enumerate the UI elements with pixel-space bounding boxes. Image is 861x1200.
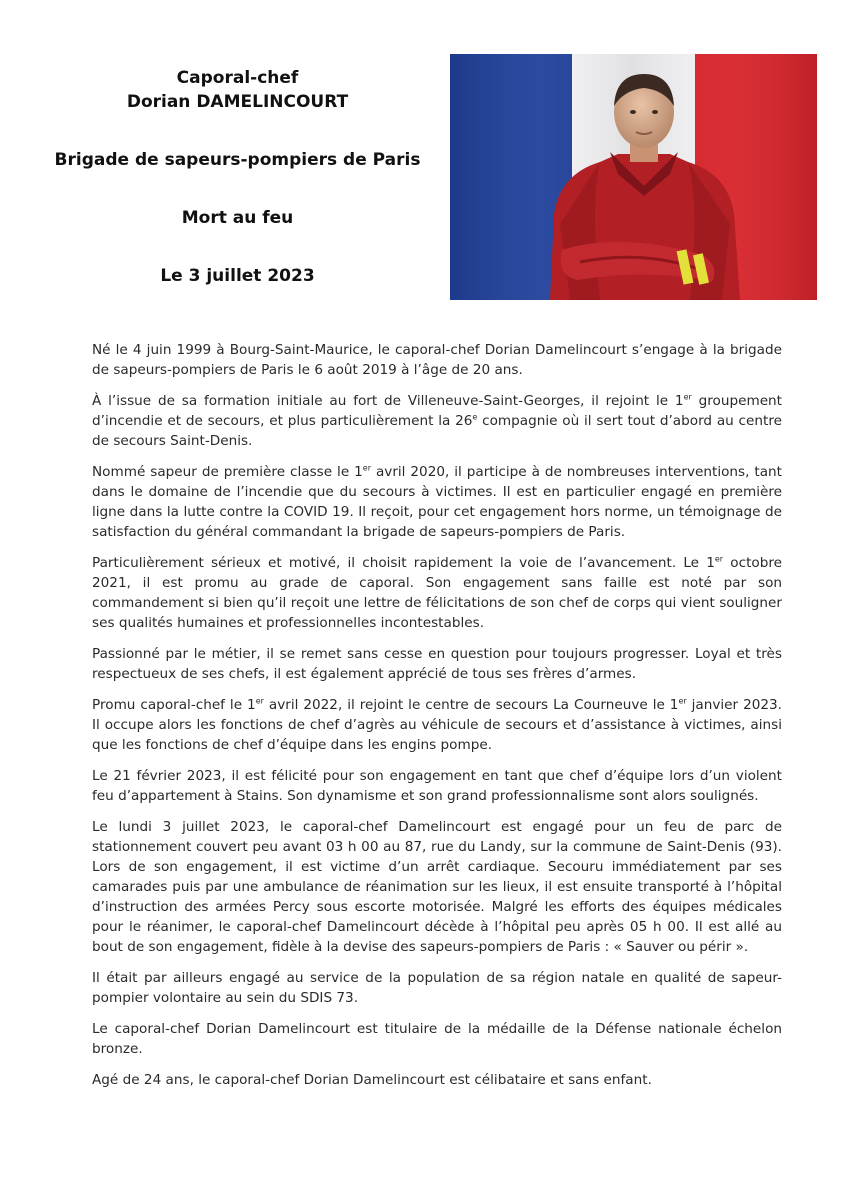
text-span: Il était par ailleurs engagé au service de la population de sa région natale en qualité de sapeur-pompier volontaire au sein du SDIS 73. — [92, 970, 782, 1006]
ordinal-superscript: er — [683, 392, 692, 402]
text-span: Le lundi 3 juillet 2023, le caporal-chef Damelincourt est engagé pour un feu de parc de stationnement couvert peu avant 03 h 00 au 87, rue du Landy, sur la commune de Saint-Denis (93). Lors de son engagement, il est victime d’un arrêt cardiaque. Secouru immédiatement par ses camarades puis par une ambulance de réanimation sur les lieux, il est ensuite transporté à l’hôpital d’instruction des armées Percy sous escorte motorisée. Malgré les efforts des équipes médicales pour le réanimer, le caporal-chef Damelincourt décède à l’hôpital peu après 05 h 00. Il est allé au bout de son engagement, fidèle à la devise des sapeurs-pompiers de Paris : « Sauver ou périr ». — [92, 819, 782, 955]
organization-title: Brigade de sapeurs-pompiers de Paris — [54, 150, 421, 170]
paragraph — [92, 462, 782, 542]
text-span: À l’issue de sa formation initiale au fort de Villeneuve-Saint-Georges, il rejoint le 1 — [92, 393, 684, 409]
portrait-illustration — [450, 54, 817, 300]
text-span: Agé de 24 ans, le caporal-chef Dorian Damelincourt est célibataire et sans enfant. — [92, 1072, 652, 1088]
portrait-photo — [450, 54, 817, 300]
title-block — [40, 66, 435, 288]
biography-text — [92, 340, 782, 1101]
paragraph — [92, 766, 782, 806]
ordinal-superscript: e — [472, 412, 478, 422]
ordinal-superscript: er — [678, 696, 687, 706]
text-span: Le caporal-chef Dorian Damelincourt est titulaire de la médaille de la Défense nationale échelon bronze. — [92, 1021, 782, 1057]
subtitle: Mort au feu — [181, 208, 294, 228]
text-span: Promu caporal-chef le 1 — [92, 697, 256, 713]
paragraph — [92, 968, 782, 1008]
paragraph — [92, 695, 782, 755]
paragraph — [92, 391, 782, 451]
text-span: avril 2020, il participe à de nombreuses interventions, tant dans le domaine de l’incendie que du secours à victimes. Il est en particulier engagé en première ligne dans la lutte contre la COVID 19. Il reçoit, pour cet engagement hors norme, un témoignage de satisfaction du général commandant la brigade de sapeurs-pompiers de Paris. — [92, 464, 782, 540]
text-span: Nommé sapeur de première classe le 1 — [92, 464, 363, 480]
text-span: groupement d’incendie et de secours, et plus particulièrement la 26 — [92, 393, 783, 429]
paragraph — [92, 1070, 782, 1090]
paragraph — [92, 340, 782, 380]
paragraph — [92, 553, 782, 633]
paragraph — [92, 644, 782, 684]
paragraph — [92, 1019, 782, 1059]
ordinal-superscript: er — [362, 463, 371, 473]
text-span: Passionné par le métier, il se remet sans cesse en question pour toujours progresser. Loyal et très respectueux de ses chefs, il est également apprécié de tous ses frères d’armes. — [92, 646, 782, 682]
text-span: janvier 2023. Il occupe alors les fonctions de chef d’agrès au véhicule de secours et d’assistance à victimes, ainsi que les fonctions de chef d’équipe dans les engins pompe. — [92, 697, 783, 753]
text-span: Né le 4 juin 1999 à Bourg-Saint-Maurice, le caporal-chef Dorian Damelincourt s’engage à la brigade de sapeurs-pompiers de Paris le 6 août 2019 à l’âge de 20 ans. — [92, 342, 782, 378]
paragraph — [92, 817, 782, 957]
ordinal-superscript: er — [714, 554, 724, 564]
text-span: Le 21 février 2023, il est félicité pour son engagement en tant que chef d’équipe lors d’un violent feu d’appartement à Stains. Son dynamisme et son grand professionnalisme sont alors soulignés. — [92, 768, 782, 804]
page-header — [0, 0, 861, 310]
text-span: Particulièrement sérieux et motivé, il choisit rapidement la voie de l’avancement. Le 1 — [92, 555, 715, 571]
text-span: compagnie où il sert tout d’abord au centre de secours Saint-Denis. — [92, 413, 782, 449]
full-name-title: Dorian DAMELINCOURT — [126, 92, 349, 112]
text-span: octobre 2021, il est promu au grade de caporal. Son engagement sans faille est noté par son commandement si bien qu’il reçoit une lettre de félicitations de son chef de corps qui vient souligner ses qualités humaines et professionnelles incontestables. — [92, 555, 783, 631]
ordinal-superscript: er — [255, 696, 264, 706]
rank-title: Caporal-chef — [176, 68, 299, 88]
text-span: avril 2022, il rejoint le centre de secours La Courneuve le 1 — [263, 697, 679, 713]
date-title: Le 3 juillet 2023 — [160, 266, 315, 286]
